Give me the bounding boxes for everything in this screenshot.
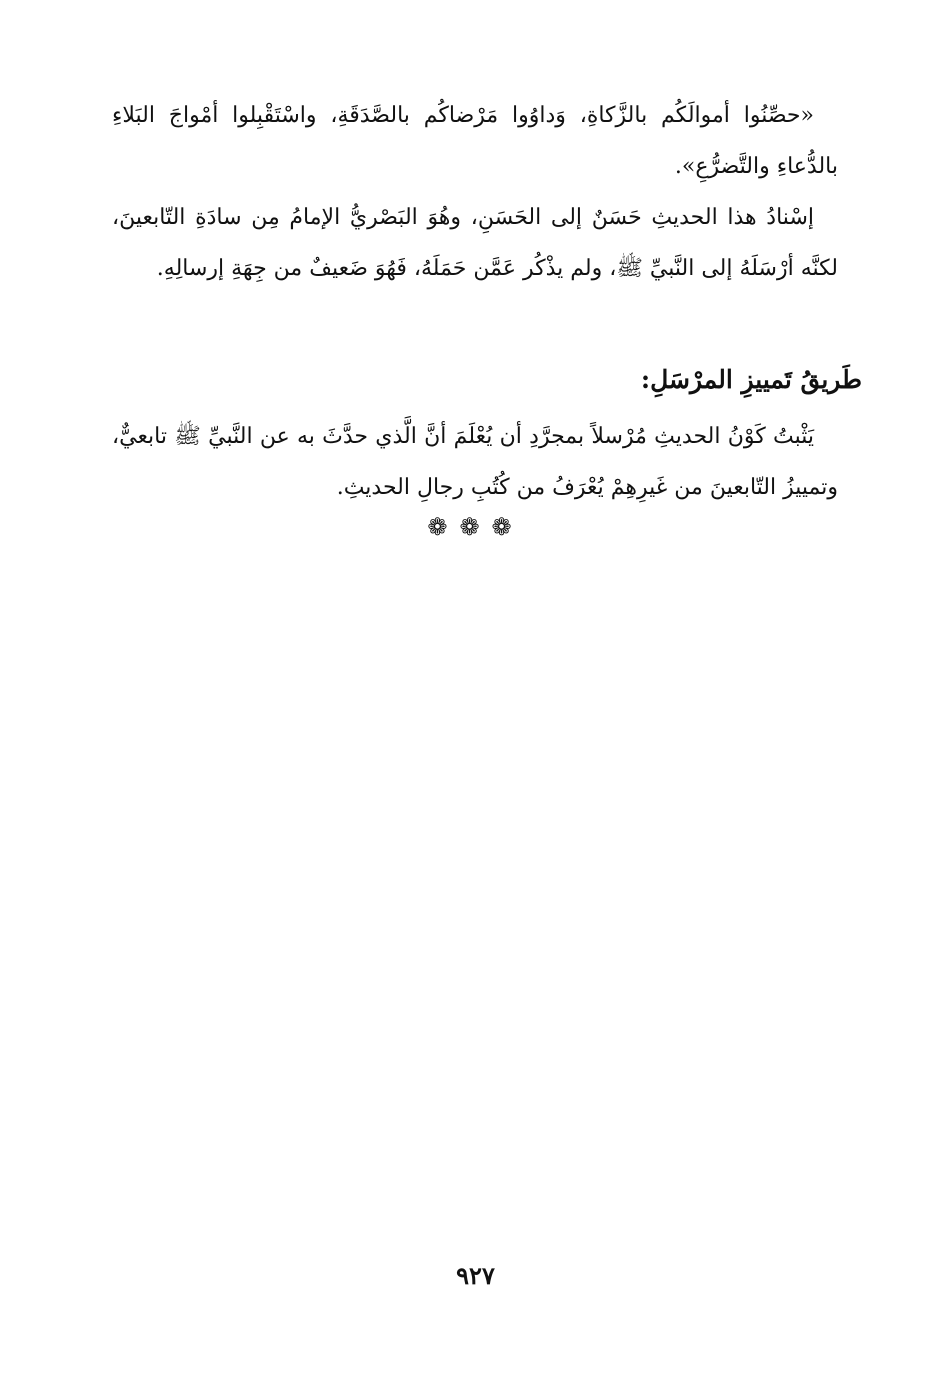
flower-separator-icon: ❁❁❁	[427, 513, 524, 541]
section-heading: طَريقُ تَمييزِ المرْسَلِ:	[640, 365, 862, 394]
page-number: ٩٢٧	[456, 1261, 495, 1290]
hadith-quote	[112, 90, 838, 192]
isnad-paragraph-text: إسْنادُ هذا الحديثِ حَسَنٌ إلى الحَسَنِ، وهُوَ البَصْريُّ الإمامُ مِن سادَةِ التّابعينَ، لكنَّه أرْسَلَهُ إلى النَّبيِّ ﷺ، ولم يذْكُر عَمَّن حَمَلَهُ، فَهُوَ ضَعيفٌ من جِهَةِ إرسالِهِ.	[112, 205, 838, 281]
mursal-paragraph-text: يَثْبتُ كَوْنُ الحديثِ مُرْسلاً بمجرَّدِ أن يُعْلَمَ أنَّ الَّذي حدَّثَ به عن النَّبيِّ ﷺ تابعيٌّ، وتمييزُ التّابعينَ من غَيرِهِمْ يُعْرَفُ من كُتُبِ رجالِ الحديثِ.	[112, 424, 838, 500]
hadith-quote-text: «حصِّنُوا أموالَكُم بالزَّكاةِ، وَداوُوا مَرْضاكُم بالصَّدَقَةِ، واسْتَقْبِلوا أمْواجَ البَلاءِ بالدُّعاءِ والتَّضرُّعِ».	[112, 103, 838, 179]
mursal-paragraph	[112, 411, 838, 513]
isnad-paragraph	[112, 192, 838, 294]
